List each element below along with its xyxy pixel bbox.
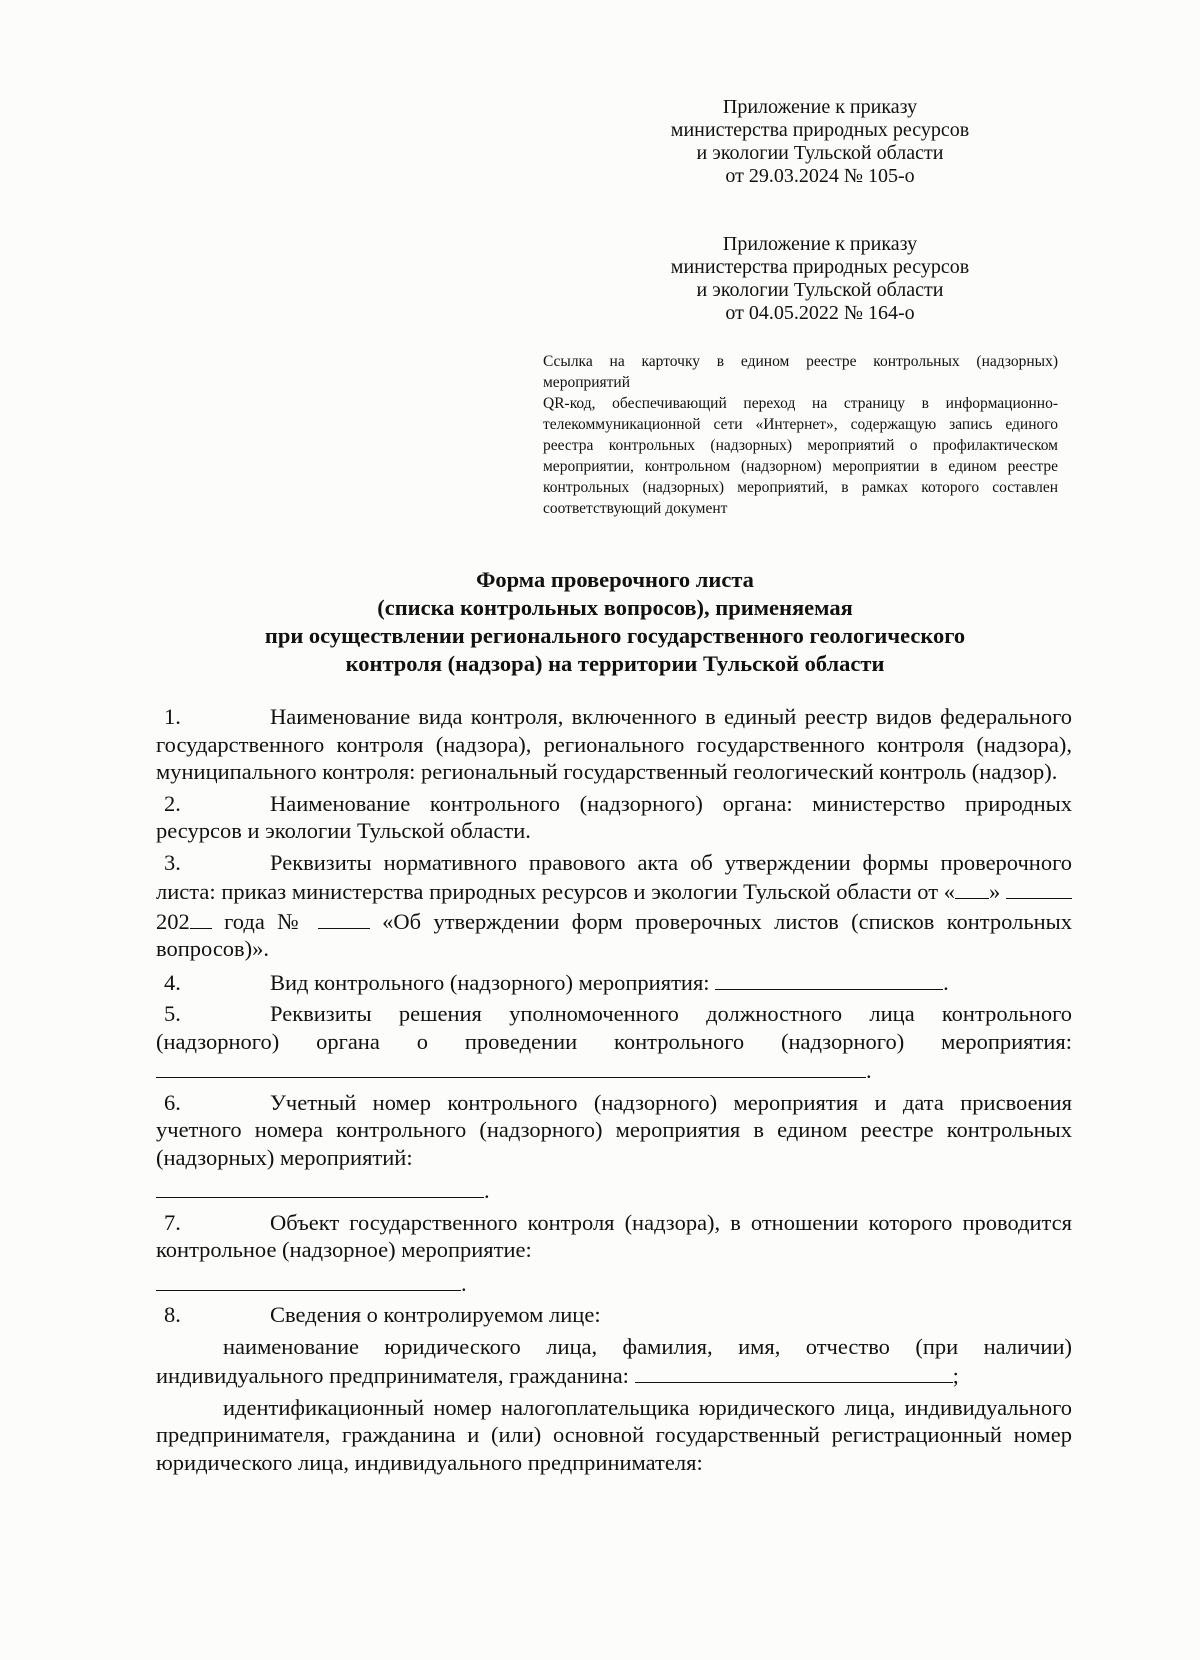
item-7-blank-line (156, 1268, 1072, 1298)
item-end: . (484, 1178, 490, 1203)
item-6 (156, 1089, 1072, 1172)
event-type-blank[interactable] (715, 967, 943, 990)
order-number-blank[interactable] (318, 906, 370, 929)
approval-line: Приложение к приказу (722, 233, 918, 255)
title-line: (списка контрольных вопросов), применяемая (377, 595, 853, 620)
item-text: Сведения о контролируемом лице: (270, 1302, 601, 1327)
year-blank[interactable] (190, 906, 212, 929)
approval-stamp-2024 (620, 96, 1020, 188)
item-text: года № (224, 908, 306, 934)
item-8-subitem-inn (156, 1394, 1072, 1477)
item-1 (156, 703, 1072, 786)
qr-code-note (543, 351, 1058, 519)
approval-line: министерства природных ресурсов (670, 119, 970, 141)
item-text: Реквизиты решения уполномоченного должностного лица контрольного (надзорного) органа о проведении контрольного (надзорного) мероприятия: (156, 1001, 1072, 1054)
item-text: Реквизиты нормативного правового акта об утверждении формы проверочного листа: приказ министерства природных ресурсов и экологии Тульской области от « (156, 849, 1072, 904)
item-number: 3. (164, 849, 181, 875)
item-number: 4. (164, 969, 181, 995)
item-text: » (989, 879, 1001, 904)
item-8 (156, 1301, 1072, 1329)
item-end: . (461, 1270, 467, 1296)
item-number: 8. (164, 1302, 181, 1327)
subitem-text: идентификационный номер налогоплательщика юридического лица, индивидуального предпринимателя, гражданина и (или) основной государственный регистрационный номер юридического лица, индивидуального предпринимателя: (156, 1394, 1072, 1475)
item-5 (156, 1000, 1072, 1085)
approval-stamp-2022 (620, 233, 1020, 325)
item-number: 7. (164, 1209, 181, 1235)
item-text: 202 (156, 908, 190, 934)
approval-date-number: от 04.05.2022 № 164-о (725, 302, 915, 324)
item-number: 5. (164, 1001, 181, 1026)
item-end: ; (952, 1363, 959, 1388)
item-8-subitem-name (156, 1333, 1072, 1390)
subitem-text: наименование юридического лица, фамилия, имя, отчество (при наличии) индивидуального предпринимателя, гражданина: (156, 1333, 1072, 1388)
title-line: контроля (надзора) на территории Тульской области (345, 651, 885, 676)
approval-line: и экологии Тульской области (696, 142, 944, 164)
item-number: 2. (164, 790, 181, 816)
item-end: . (866, 1058, 872, 1083)
qr-code-description: QR-код, обеспечивающий переход на страницу в информационно-телекоммуникационной сети «Интернет», содержащую запись единого реестра контрольных (надзорных) мероприятий о профилактическом мероприятии, контрольном (надзорном) мероприятии в едином реестре контрольных (надзорных) мероприятий, в рамках которого составлен соответствующий документ (543, 395, 1058, 517)
form-body (156, 703, 1072, 1480)
form-title (150, 566, 1080, 678)
item-text: Вид контрольного (надзорного) мероприятия: (270, 969, 710, 995)
decision-details-blank[interactable] (156, 1055, 866, 1078)
title-line: при осуществлении регионального государственного геологического (264, 623, 966, 648)
registry-link-text: Ссылка на карточку в едином реестре контрольных (надзорных) мероприятий (543, 353, 1058, 391)
item-text: «Об утверждении форм проверочных листов (списков контрольных вопросов)». (156, 908, 1073, 961)
approval-line: министерства природных ресурсов (670, 256, 970, 278)
item-7 (156, 1209, 1072, 1264)
approval-line: Приложение к приказу (722, 96, 918, 118)
approval-date-number: от 29.03.2024 № 105-о (725, 165, 915, 187)
item-6-blank-line (156, 1175, 1072, 1205)
registration-number-blank[interactable] (156, 1175, 484, 1198)
day-blank[interactable] (955, 876, 989, 899)
controlled-person-name-blank[interactable] (635, 1360, 953, 1383)
item-end: . (943, 969, 949, 995)
item-2 (156, 790, 1072, 845)
item-3 (156, 849, 1072, 963)
item-text: Учетный номер контрольного (надзорного) мероприятия и дата присвоения учетного номера контрольного (надзорного) мероприятия в едином реестре контрольных (надзорных) мероприятий: (156, 1089, 1072, 1170)
item-number: 1. (164, 704, 181, 729)
title-line: Форма проверочного листа (476, 567, 754, 592)
approval-line: и экологии Тульской области (696, 279, 944, 301)
control-object-blank[interactable] (156, 1268, 461, 1291)
item-text: Объект государственного контроля (надзора), в отношении которого проводится контрольное (надзорное) мероприятие: (156, 1209, 1072, 1262)
item-number: 6. (164, 1089, 181, 1115)
item-4 (156, 967, 1072, 997)
month-blank[interactable] (1006, 876, 1072, 899)
item-text: Наименование контрольного (надзорного) органа: министерство природных ресурсов и экологии Тульской области. (156, 790, 1072, 843)
item-text: Наименование вида контроля, включенного в единый реестр видов федерального государственного контроля (надзора), регионального государственного контроля (надзора), муниципального контроля: региональный государственный геологический контроль (надзор). (156, 704, 1072, 784)
